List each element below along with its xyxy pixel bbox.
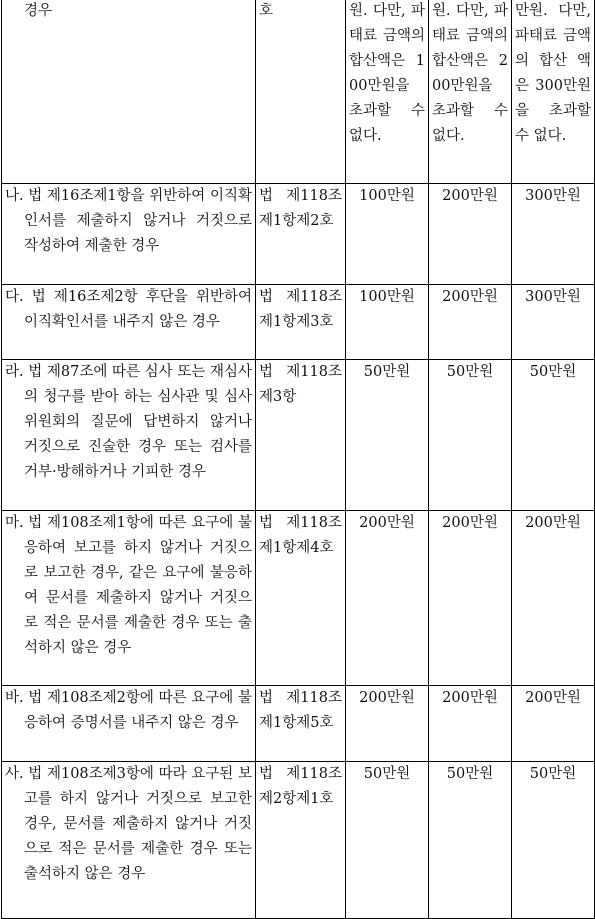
amount-second: 50만원: [429, 360, 512, 511]
amount-third: 300만원: [512, 184, 595, 285]
law-cell: 법 제118조제1항제5호: [256, 686, 346, 762]
table-row: [2, 285, 595, 360]
case-cell: 라. 법 제87조에 따른 심사 또는 재심사의 청구를 받아 하는 심사관 및 심사위원회의 질문에 답변하지 않거나 거짓으로 진술한 경우 또는 검사를 거부·방해하거나 기피한 경우: [2, 360, 256, 511]
amount-third: 50만원: [512, 762, 595, 919]
amount-third: 50만원: [512, 360, 595, 511]
amount-second: 200만원: [429, 184, 512, 285]
amount-first: 100만원: [346, 184, 429, 285]
amount-first: 50만원: [346, 762, 429, 919]
case-cell: 마. 법 제108조제1항에 따른 요구에 불응하여 보고를 하지 않거나 거짓으로 보고한 경우, 같은 요구에 불응하여 문서를 제출하지 않거나 거짓으로 적은 문서를 제출한 경우 또는 출석하지 않은 경우: [2, 511, 256, 686]
header-law-cell: [256, 0, 346, 184]
case-cell: 바. 법 제108조제2항에 따른 요구에 불응하여 증명서를 내주지 않은 경우: [2, 686, 256, 762]
header-first-violation: 원. 다만, 파태료 금액의 합산액은 100만원을 초과할 수 없다.: [346, 0, 429, 184]
table-row: [2, 511, 595, 686]
header-law-label: 호: [259, 3, 274, 19]
amount-first: 200만원: [346, 511, 429, 686]
table-header-row: [2, 0, 595, 184]
amount-second: 50만원: [429, 762, 512, 919]
header-case-cell: [2, 0, 256, 184]
penalty-table: [1, 0, 595, 919]
amount-first: 100만원: [346, 285, 429, 360]
amount-first: 50만원: [346, 360, 429, 511]
table-row: [2, 686, 595, 762]
case-cell: 사. 법 제108조제3항에 따라 요구된 보고를 하지 않거나 거짓으로 보고한 경우, 문서를 제출하지 않거나 거짓으로 적은 문서를 제출한 경우 또는 출석하지 않은 경우: [2, 762, 256, 919]
header-third-violation: 만원. 다만, 파태료 금액의 합산 액 은 300만원을 초과할 수 없다.: [512, 0, 595, 184]
table-row: [2, 184, 595, 285]
amount-second: 200만원: [429, 511, 512, 686]
case-cell: 나. 법 제16조제1항을 위반하여 이직확인서를 제출하지 않거나 거짓으로 작성하여 제출한 경우: [2, 184, 256, 285]
amount-third: 300만원: [512, 285, 595, 360]
header-case-label: 경우: [24, 3, 53, 19]
law-cell: 법 제118조제2항제1호: [256, 762, 346, 919]
amount-third: 200만원: [512, 686, 595, 762]
table-row: [2, 360, 595, 511]
amount-first: 200만원: [346, 686, 429, 762]
amount-second: 200만원: [429, 285, 512, 360]
case-cell: 다. 법 제16조제2항 후단을 위반하여 이직확인서를 내주지 않은 경우: [2, 285, 256, 360]
law-cell: 법 제118조제3항: [256, 360, 346, 511]
law-cell: 법 제118조제1항제3호: [256, 285, 346, 360]
amount-second: 200만원: [429, 686, 512, 762]
header-second-violation: 원. 다만, 파태료 금액의 합산액은 200만원을 초과할 수 없다.: [429, 0, 512, 184]
table-row: [2, 762, 595, 919]
law-cell: 법 제118조제1항제4호: [256, 511, 346, 686]
law-cell: 법 제118조제1항제2호: [256, 184, 346, 285]
amount-third: 200만원: [512, 511, 595, 686]
